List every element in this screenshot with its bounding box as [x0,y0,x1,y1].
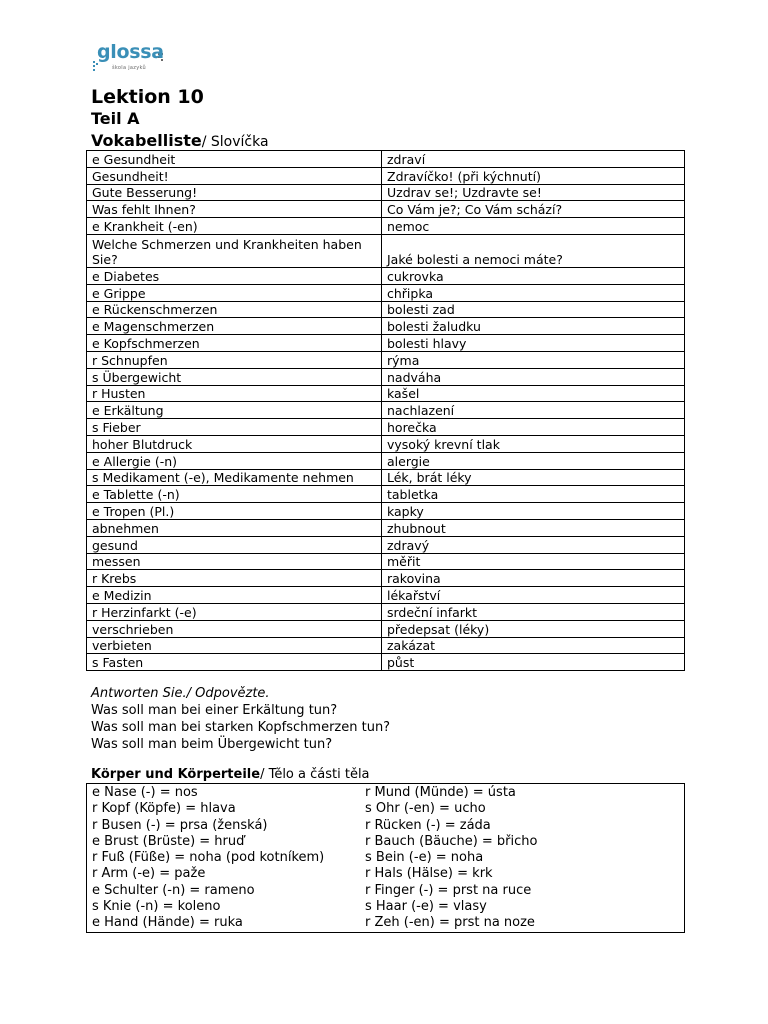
body-part-entry: r Mund (Münde) = ústa [365,785,516,800]
vocab-german: e Erkältung [87,402,382,419]
vocab-row [87,234,685,267]
vocab-german: r Husten [87,385,382,402]
body-parts-heading [91,767,370,783]
vocab-row [87,267,685,284]
body-part-entry: r Kopf (Köpfe) = hlava [92,801,236,817]
vocab-czech: cukrovka [382,267,685,284]
vocab-german: hoher Blutdruck [87,435,382,452]
body-parts-heading-bold: Körper und Körperteile [91,767,261,782]
body-part-entry: r Busen (-) = prsa (ženská) [92,817,268,833]
vocab-czech: zdraví [382,151,685,168]
vocab-czech: bolesti zad [382,301,685,318]
vocab-german: s Medikament (-e), Medikamente nehmen [87,469,382,486]
vocab-czech: Jaké bolesti a nemoci máte? [382,234,685,267]
logo-tagline: škola jazyků [112,65,146,71]
vocab-german: r Krebs [87,570,382,587]
vocab-heading-rest: / Slovíčka [201,134,269,150]
body-part-entry: e Nase (-) = nos [92,785,198,800]
vocab-german: s Fasten [87,654,382,671]
exercise-question: Was soll man bei einer Erkältung tun? [91,703,338,718]
vocab-czech: Lék, brát léky [382,469,685,486]
body-part-entry: s Bein (-e) = noha [365,850,484,866]
vocab-czech: rakovina [382,570,685,587]
logo-wordmark: glossa [97,41,164,63]
exercise-question: Was soll man bei starken Kopfschmerzen tun? [91,720,391,735]
vocab-row [87,284,685,301]
vocab-row [87,519,685,536]
vocab-row [87,184,685,201]
vocab-czech: alergie [382,452,685,469]
vocab-german: r Herzinfarkt (-e) [87,603,382,620]
vocab-czech: bolesti žaludku [382,318,685,335]
body-parts-right-column [365,785,537,932]
body-part-entry: s Knie (-n) = koleno [92,899,221,915]
vocab-row [87,486,685,503]
body-part-entry: s Ohr (-en) = ucho [365,801,486,817]
vocab-german: e Tropen (Pl.) [87,503,382,520]
vocab-czech: nachlazení [382,402,685,419]
vocab-german: s Übergewicht [87,368,382,385]
vocab-german: e Tablette (-n) [87,486,382,503]
vocab-row [87,419,685,436]
vocab-czech: tabletka [382,486,685,503]
vocabulary-table [86,150,685,671]
body-parts-heading-rest: / Tělo a části těla [260,767,370,782]
vocab-czech: zdravý [382,536,685,553]
vocab-german: r Schnupfen [87,351,382,368]
glossa-logo [92,41,172,75]
vocab-row [87,402,685,419]
vocab-row [87,587,685,604]
vocab-german: gesund [87,536,382,553]
vocab-czech: Co Vám je?; Co Vám schází? [382,201,685,218]
vocab-row [87,553,685,570]
vocab-german: Gesundheit! [87,167,382,184]
vocab-german: Was fehlt Ihnen? [87,201,382,218]
vocab-row [87,603,685,620]
vocab-czech: bolesti hlavy [382,335,685,352]
vocab-row [87,385,685,402]
vocab-czech: chřipka [382,284,685,301]
vocab-czech: Zdravíčko! (při kýchnutí) [382,167,685,184]
vocab-row [87,218,685,235]
body-part-entry: r Rücken (-) = záda [365,817,491,833]
body-part-entry: e Schulter (-n) = rameno [92,882,255,898]
exercise-title: Antworten Sie./ Odpovězte. [91,686,270,701]
vocab-german: messen [87,553,382,570]
vocab-german: e Magenschmerzen [87,318,382,335]
vocab-german: e Diabetes [87,267,382,284]
vocab-german: e Kopfschmerzen [87,335,382,352]
vocab-row [87,368,685,385]
exercise-block [91,685,390,753]
body-part-entry: e Brust (Brüste) = hruď [92,833,245,849]
vocab-heading [91,131,269,152]
vocab-czech: měřit [382,553,685,570]
vocab-czech: Uzdrav se!; Uzdravte se! [382,184,685,201]
body-part-entry: r Hals (Hälse) = krk [365,866,493,882]
vocab-row [87,335,685,352]
vocab-czech: horečka [382,419,685,436]
vocab-row [87,570,685,587]
vocab-german: e Medizin [87,587,382,604]
vocab-row [87,654,685,671]
body-parts-left-column [92,785,324,932]
body-part-entry: e Hand (Hände) = ruka [92,915,243,931]
body-part-entry: r Fuß (Füße) = noha (pod kotníkem) [92,850,325,866]
vocab-czech: lékařství [382,587,685,604]
vocab-czech: nemoc [382,218,685,235]
lesson-title: Lektion 10 [91,86,204,108]
vocab-german: Gute Besserung! [87,184,382,201]
vocab-czech: rýma [382,351,685,368]
vocab-row [87,151,685,168]
vocab-row [87,637,685,654]
vocab-czech: srdeční infarkt [382,603,685,620]
body-part-entry: r Zeh (-en) = prst na noze [365,915,535,931]
vocab-row [87,351,685,368]
body-part-entry: r Arm (-e) = paže [92,866,206,882]
vocab-german: e Grippe [87,284,382,301]
vocab-czech: vysoký krevní tlak [382,435,685,452]
vocab-row [87,201,685,218]
body-part-entry: r Bauch (Bäuche) = břicho [365,833,538,849]
vocab-czech: zakázat [382,637,685,654]
vocab-row [87,452,685,469]
vocab-czech: nadváha [382,368,685,385]
vocab-german: e Krankheit (-en) [87,218,382,235]
vocab-german: Welche Schmerzen und Krankheiten haben Sie? [87,234,382,267]
body-part-entry: s Haar (-e) = vlasy [365,899,487,915]
vocab-heading-bold: Vokabelliste [91,131,202,150]
vocab-czech: půst [382,654,685,671]
exercise-question: Was soll man beim Übergewicht tun? [91,737,333,752]
vocab-row [87,536,685,553]
vocab-german: e Rückenschmerzen [87,301,382,318]
vocab-german: abnehmen [87,519,382,536]
vocab-row [87,503,685,520]
body-part-entry: r Finger (-) = prst na ruce [365,882,532,898]
vocab-german: s Fieber [87,419,382,436]
vocab-german: verschrieben [87,620,382,637]
vocab-german: verbieten [87,637,382,654]
vocab-czech: zhubnout [382,519,685,536]
vocab-row [87,435,685,452]
vocab-row [87,469,685,486]
vocab-row [87,301,685,318]
vocab-german: e Allergie (-n) [87,452,382,469]
part-title: Teil A [91,109,140,128]
vocab-czech: kašel [382,385,685,402]
vocab-row [87,167,685,184]
vocab-german: e Gesundheit [87,151,382,168]
vocab-row [87,620,685,637]
vocab-czech: předepsat (léky) [382,620,685,637]
vocab-row [87,318,685,335]
body-parts-box [86,783,685,933]
vocab-czech: kapky [382,503,685,520]
